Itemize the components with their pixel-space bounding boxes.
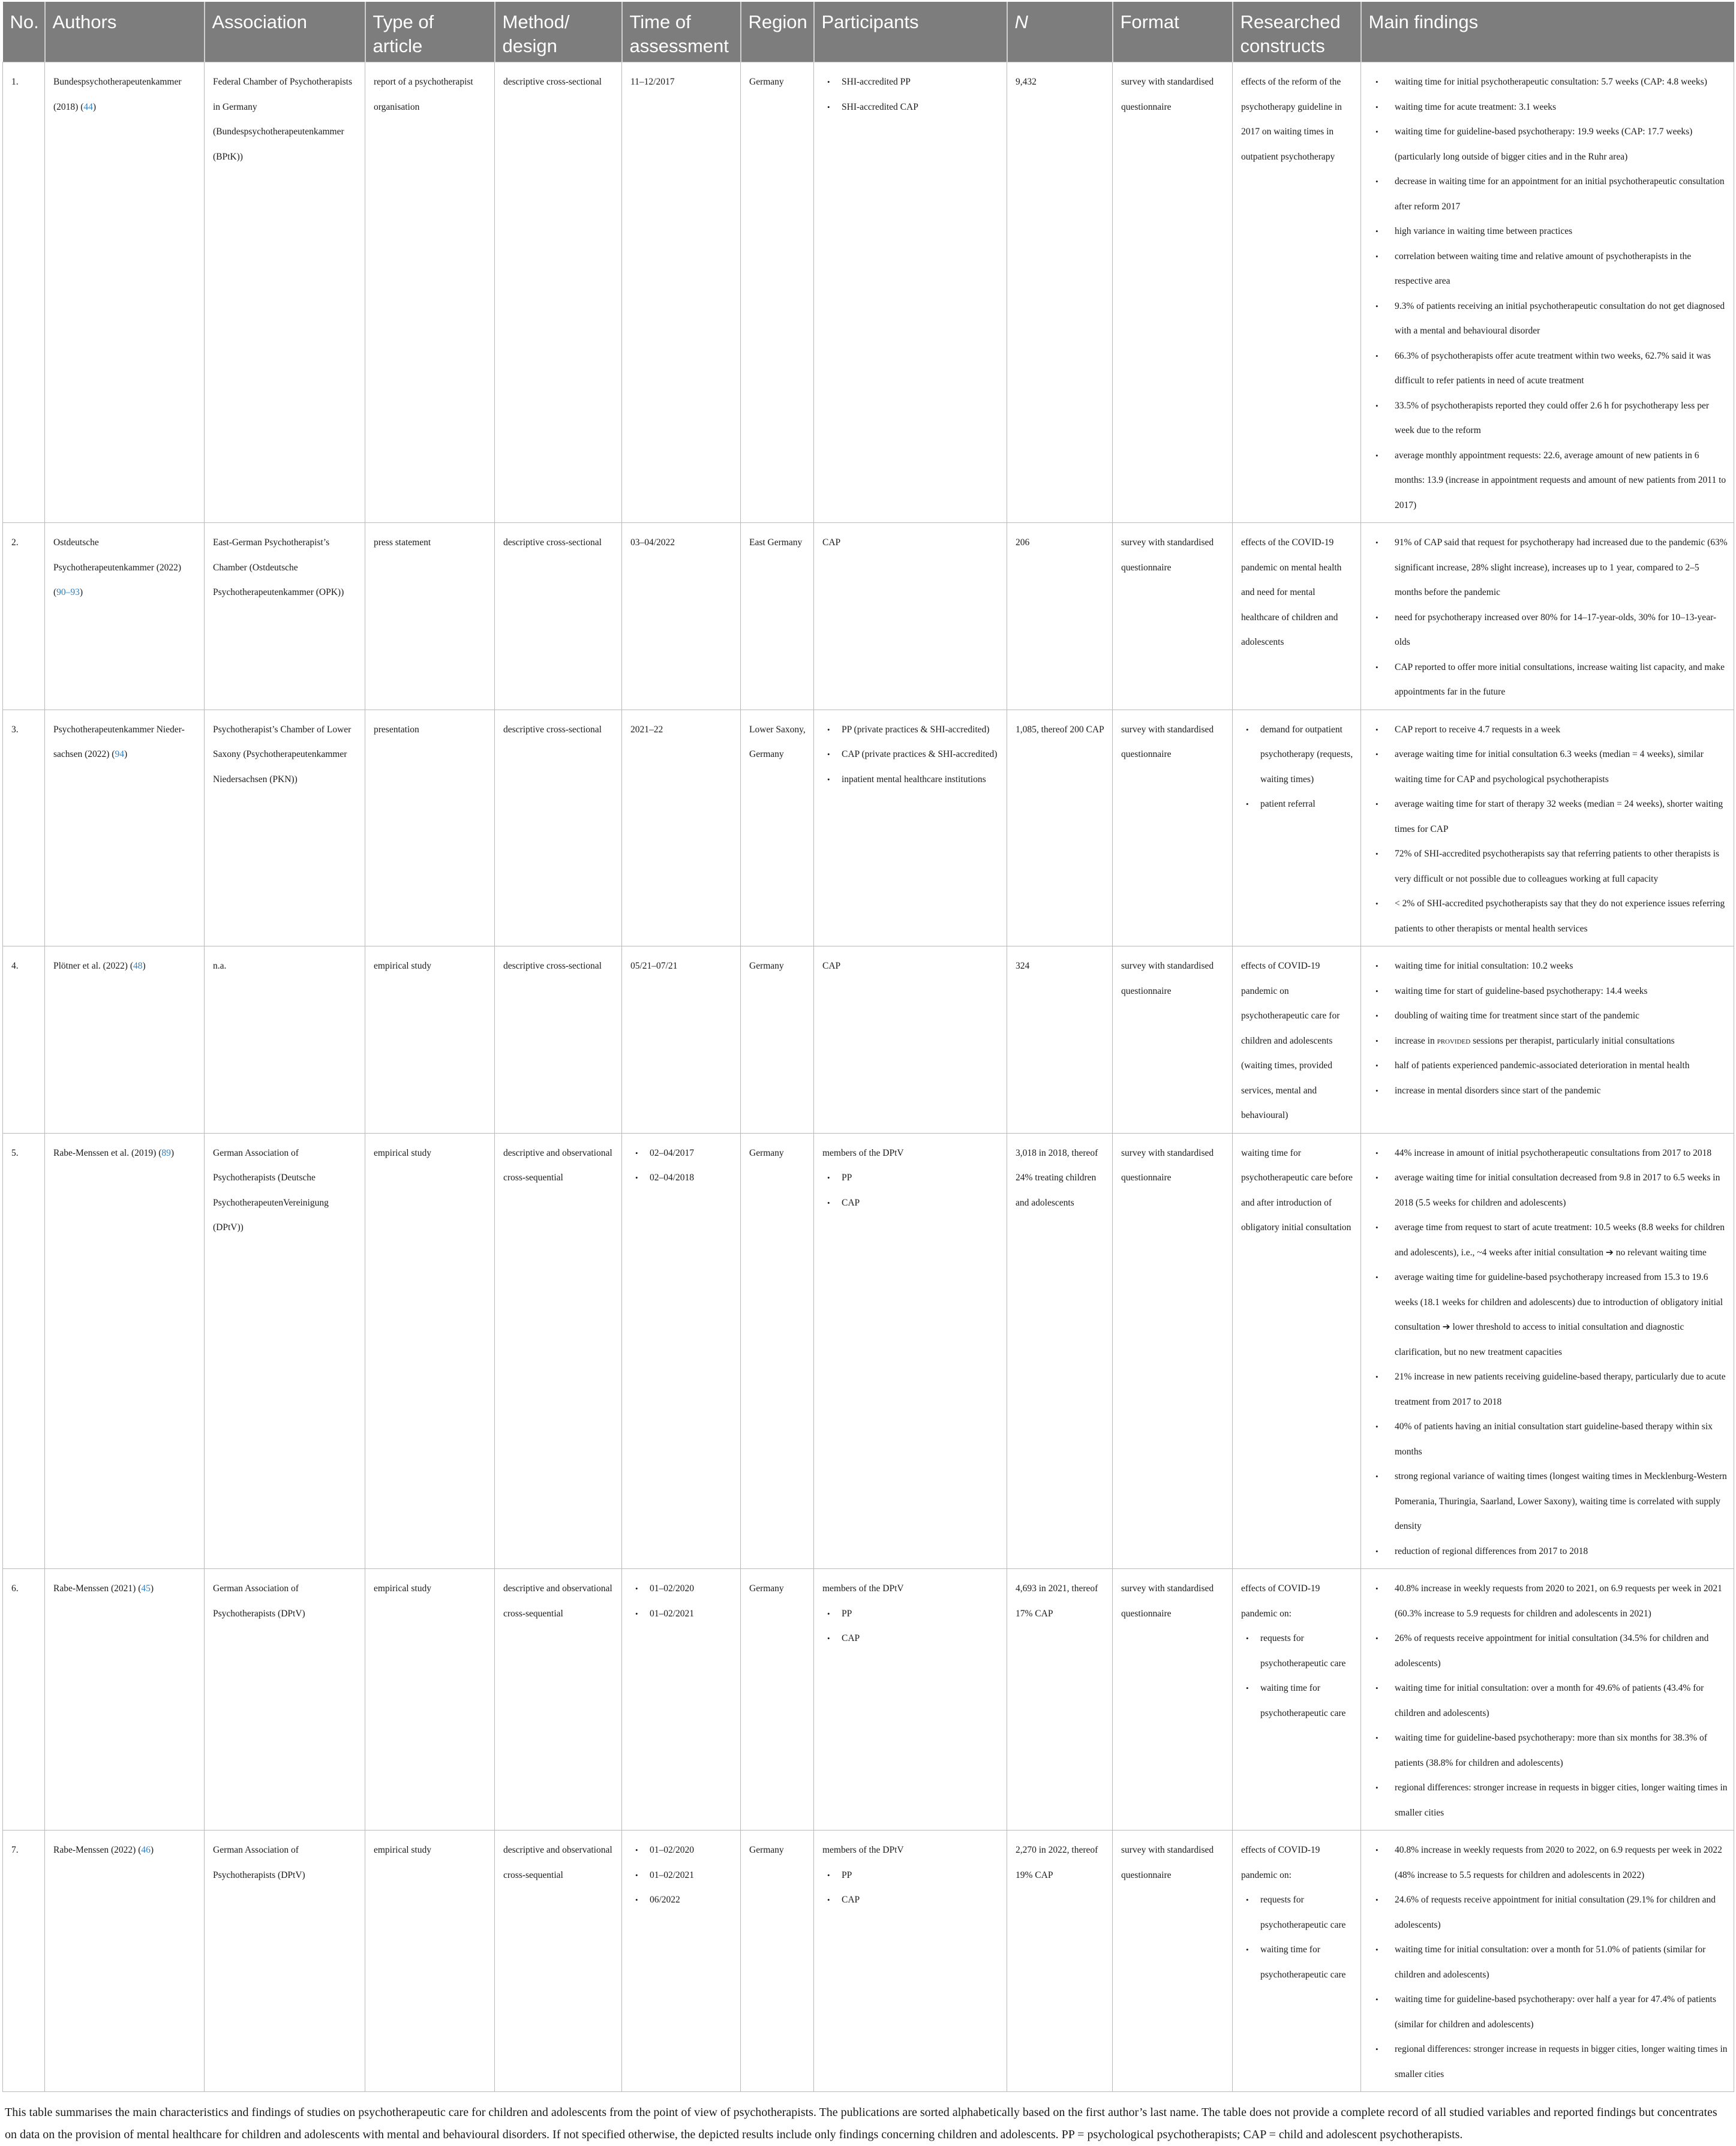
- participant-item: • CAP (private practices & SHI-accredited): [822, 742, 1002, 767]
- table-row: [3, 523, 1734, 710]
- researched-constructs: effects of COVID-19 pandemic on psychotherapeutic care for children and adolescents (waiting times, provided services, mental and behavioural): [1233, 946, 1361, 1134]
- finding-item: • 40.8% increase in weekly requests from 2020 to 2022, on 6.9 requests per week in 2022 (48% increase to 5.5 requests for children and adolescents in 2022): [1369, 1838, 1729, 1887]
- table-row: [3, 62, 1734, 523]
- finding-item: • waiting time for initial consultation: 10.2 weeks: [1369, 954, 1729, 979]
- study-method: descriptive cross-sectional: [495, 946, 622, 1134]
- sample-size: 324: [1007, 946, 1113, 1134]
- reference-link[interactable]: 90–93: [56, 587, 80, 597]
- participant-item: • PP: [822, 1601, 1002, 1627]
- author-name: Psychotherapeutenkammer Nieder-sachsen (2022): [53, 724, 185, 759]
- column-header: Participants: [814, 2, 1007, 62]
- researched-constructs: [1233, 1831, 1361, 2092]
- participant-list: [822, 70, 1002, 119]
- study-method: descriptive cross-sectional: [495, 523, 622, 710]
- study-authors: Rabe-Menssen (2021) (45): [45, 1569, 205, 1831]
- main-findings: [1361, 946, 1734, 1134]
- article-type: empirical study: [365, 946, 495, 1134]
- study-association: n.a.: [205, 946, 365, 1134]
- participant-item: • PP: [822, 1863, 1002, 1888]
- finding-item: • need for psychotherapy increased over 80% for 14–17-year-olds, 30% for 10–13-year-olds: [1369, 605, 1729, 655]
- main-findings: [1361, 1831, 1734, 2092]
- reference-link[interactable]: 45: [141, 1583, 151, 1594]
- column-header: Time of assessment: [622, 2, 741, 62]
- article-type: empirical study: [365, 1569, 495, 1831]
- study-region: Germany: [741, 946, 814, 1134]
- study-format: survey with standardised questionnaire: [1113, 946, 1233, 1134]
- study-participants: [814, 1133, 1007, 1569]
- assessment-time: [622, 1569, 741, 1831]
- article-type: report of a psychotherapist organisation: [365, 62, 495, 523]
- construct-list: [1241, 717, 1356, 817]
- reference-link[interactable]: 48: [133, 961, 143, 971]
- construct-item: • waiting time for psychotherapeutic care: [1241, 1676, 1356, 1726]
- small-caps-word: provided: [1437, 1035, 1471, 1046]
- study-region: East Germany: [741, 523, 814, 710]
- participant-list: [822, 717, 1002, 792]
- assessment-time-item: • 01–02/2021: [630, 1863, 735, 1888]
- participant-item: • SHI-accredited CAP: [822, 95, 1002, 120]
- finding-item: • average waiting time for initial consultation decreased from 9.8 in 2017 to 6.5 weeks in 2018 (5.5 weeks for children and adolescents): [1369, 1165, 1729, 1215]
- researched-constructs: effects of the COVID-19 pandemic on mental health and need for mental healthcare of children and adolescents: [1233, 523, 1361, 710]
- study-number: 7.: [3, 1831, 45, 2092]
- reference-link[interactable]: 44: [83, 101, 93, 112]
- finding-item: • decrease in waiting time for an appointment for an initial psychotherapeutic consultation after reform 2017: [1369, 169, 1729, 219]
- column-header: Authors: [45, 2, 205, 62]
- study-method: descriptive and observational cross-sequential: [495, 1133, 622, 1569]
- participants-intro: members of the DPtV: [822, 1147, 904, 1158]
- study-method: descriptive cross-sectional: [495, 710, 622, 946]
- finding-item: • strong regional variance of waiting times (longest waiting times in Mecklenburg-Western Pomerania, Thuringia, Saarland, Lower Saxony), waiting time is correlated with supply density: [1369, 1464, 1729, 1539]
- assessment-time: 05/21–07/21: [622, 946, 741, 1134]
- finding-item: • 40% of patients having an initial consultation start guideline-based therapy within six months: [1369, 1414, 1729, 1464]
- study-format: survey with standardised questionnaire: [1113, 1569, 1233, 1831]
- study-authors: Plötner et al. (2022) (48): [45, 946, 205, 1134]
- participant-item: • inpatient mental healthcare institutions: [822, 767, 1002, 792]
- participant-item: • PP: [822, 1165, 1002, 1191]
- participant-item: • CAP: [822, 1887, 1002, 1913]
- study-region: Germany: [741, 1831, 814, 2092]
- finding-item: • CAP reported to offer more initial consultations, increase waiting list capacity, and make appointments far in the future: [1369, 655, 1729, 705]
- participant-list: [822, 1601, 1002, 1651]
- study-region: Lower Saxony, Germany: [741, 710, 814, 946]
- finding-item: • average waiting time for initial consultation 6.3 weeks (median = 4 weeks), similar waiting time for CAP and psychological psychotherapists: [1369, 742, 1729, 792]
- finding-item: • 66.3% of psychotherapists offer acute treatment within two weeks, 62.7% said it was difficult to refer patients in need of acute treatment: [1369, 344, 1729, 393]
- finding-list: [1369, 1838, 1729, 2087]
- construct-item: • requests for psychotherapeutic care: [1241, 1887, 1356, 1937]
- participant-item: • CAP: [822, 1626, 1002, 1651]
- construct-list: [1241, 1626, 1356, 1726]
- finding-list: [1369, 954, 1729, 1103]
- table-row: [3, 1831, 1734, 2092]
- study-number: 3.: [3, 710, 45, 946]
- construct-item: • patient referral: [1241, 792, 1356, 817]
- study-association: German Association of Psychotherapists (Deutsche PsychotherapeutenVereinigung (DPtV)): [205, 1133, 365, 1569]
- study-participants: [814, 1569, 1007, 1831]
- finding-item: • reduction of regional differences from 2017 to 2018: [1369, 1539, 1729, 1564]
- column-header: N: [1007, 2, 1113, 62]
- finding-item: • waiting time for initial consultation: over a month for 51.0% of patients (similar for children and adolescents): [1369, 1937, 1729, 1987]
- construct-item: • waiting time for psychotherapeutic care: [1241, 1937, 1356, 1987]
- researched-constructs: waiting time for psychotherapeutic care before and after introduction of obligatory initial consultation: [1233, 1133, 1361, 1569]
- study-method: descriptive and observational cross-sequential: [495, 1831, 622, 2092]
- column-header: Researched constructs: [1233, 2, 1361, 62]
- researched-constructs: [1233, 710, 1361, 946]
- finding-item: • waiting time for guideline-based psychotherapy: 19.9 weeks (CAP: 17.7 weeks) (particularly long outside of bigger cities and in the Ruhr area): [1369, 119, 1729, 169]
- construct-item: • demand for outpatient psychotherapy (requests, waiting times): [1241, 717, 1356, 792]
- finding-item: • regional differences: stronger increase in requests in bigger cities, longer waiting times in smaller cities: [1369, 2037, 1729, 2087]
- participants-intro: members of the DPtV: [822, 1583, 904, 1594]
- constructs-intro: effects of COVID-19 pandemic on:: [1241, 1845, 1320, 1880]
- author-name: Rabe-Menssen (2021): [53, 1583, 136, 1594]
- study-authors: Rabe-Menssen (2022) (46): [45, 1831, 205, 2092]
- table-row: [3, 946, 1734, 1134]
- assessment-time-item: • 02–04/2017: [630, 1141, 735, 1166]
- main-findings: [1361, 710, 1734, 946]
- finding-item: • 24.6% of requests receive appointment for initial consultation (29.1% for children and adolescents): [1369, 1887, 1729, 1937]
- finding-item: • waiting time for guideline-based psychotherapy: more than six months for 38.3% of patients (38.8% for children and adolescents): [1369, 1726, 1729, 1775]
- construct-list: [1241, 1887, 1356, 1987]
- construct-item: • requests for psychotherapeutic care: [1241, 1626, 1356, 1676]
- study-association: German Association of Psychotherapists (DPtV): [205, 1831, 365, 2092]
- study-participants: [814, 62, 1007, 523]
- assessment-time-item: • 06/2022: [630, 1887, 735, 1913]
- author-name: Plötner et al. (2022): [53, 961, 128, 971]
- column-header: Type of article: [365, 2, 495, 62]
- researched-constructs: effects of the reform of the psychotherapy guideline in 2017 on waiting times in outpatient psychotherapy: [1233, 62, 1361, 523]
- finding-item: • half of patients experienced pandemic-associated deterioration in mental health: [1369, 1053, 1729, 1078]
- finding-item: • average time from request to start of acute treatment: 10.5 weeks (8.8 weeks for children and adolescents), i.e., ~4 weeks after initial consultation ➔ no relevant waiting time: [1369, 1215, 1729, 1265]
- sample-size: 1,085, thereof 200 CAP: [1007, 710, 1113, 946]
- studies-table: [2, 2, 1734, 2092]
- column-header: Association: [205, 2, 365, 62]
- reference-link[interactable]: 89: [161, 1147, 171, 1158]
- participants-intro: members of the DPtV: [822, 1845, 904, 1855]
- reference-link[interactable]: 94: [115, 749, 124, 759]
- assessment-time-item: • 01–02/2020: [630, 1838, 735, 1863]
- author-name: Rabe-Menssen (2022): [53, 1845, 136, 1855]
- assessment-time-item: • 02–04/2018: [630, 1165, 735, 1191]
- study-association: Psychotherapist’s Chamber of Lower Saxony (Psychotherapeutenkammer Niedersachsen (PKN)): [205, 710, 365, 946]
- participant-list: [822, 1863, 1002, 1913]
- author-name: Bundespsychotherapeutenkammer (2018): [53, 77, 182, 112]
- finding-item: • < 2% of SHI-accredited psychotherapists say that they do not experience issues referring patients to other therapists or mental health services: [1369, 891, 1729, 941]
- column-header: Main findings: [1361, 2, 1734, 62]
- finding-item: • increase in provided sessions per therapist, particularly initial consultations: [1369, 1029, 1729, 1054]
- study-authors: Ostdeutsche Psychotherapeutenkammer (2022) (90–93): [45, 523, 205, 710]
- article-type: presentation: [365, 710, 495, 946]
- study-method: descriptive and observational cross-sequential: [495, 1569, 622, 1831]
- study-region: Germany: [741, 1569, 814, 1831]
- column-header: Method/ design: [495, 2, 622, 62]
- finding-item: • average waiting time for guideline-based psychotherapy increased from 15.3 to 19.6 weeks (18.1 weeks for children and adolescents) due to introduction of obligatory initial consultation ➔ lower threshold to access to initial consultation and diagnostic clarification, but no new treatment capacities: [1369, 1265, 1729, 1364]
- study-association: East-German Psychotherapist’s Chamber (Ostdeutsche Psychotherapeutenkammer (OPK)): [205, 523, 365, 710]
- finding-item: • waiting time for start of guideline-based psychotherapy: 14.4 weeks: [1369, 979, 1729, 1004]
- study-number: 2.: [3, 523, 45, 710]
- constructs-intro: effects of COVID-19 pandemic on:: [1241, 1583, 1320, 1619]
- study-region: Germany: [741, 1133, 814, 1569]
- participant-item: • SHI-accredited PP: [822, 70, 1002, 95]
- table-row: [3, 710, 1734, 946]
- participant-item: • CAP: [822, 1191, 1002, 1216]
- study-format: survey with standardised questionnaire: [1113, 710, 1233, 946]
- finding-list: [1369, 1141, 1729, 1564]
- study-format: survey with standardised questionnaire: [1113, 62, 1233, 523]
- study-authors: Rabe-Menssen et al. (2019) (89): [45, 1133, 205, 1569]
- article-type: press statement: [365, 523, 495, 710]
- author-name: Rabe-Menssen et al. (2019): [53, 1147, 157, 1158]
- study-number: 4.: [3, 946, 45, 1134]
- study-number: 1.: [3, 62, 45, 523]
- table-row: [3, 1569, 1734, 1831]
- main-findings: [1361, 1133, 1734, 1569]
- finding-list: [1369, 1576, 1729, 1825]
- finding-item: • average waiting time for start of therapy 32 weeks (median = 24 weeks), shorter waiting times for CAP: [1369, 792, 1729, 841]
- study-participants: [814, 710, 1007, 946]
- author-name: Ostdeutsche Psychotherapeutenkammer (2022): [53, 537, 182, 573]
- assessment-time-list: [630, 1141, 735, 1191]
- study-method: descriptive cross-sectional: [495, 62, 622, 523]
- main-findings: [1361, 62, 1734, 523]
- study-authors: Psychotherapeutenkammer Nieder-sachsen (2022) (94): [45, 710, 205, 946]
- column-header: Format: [1113, 2, 1233, 62]
- article-type: empirical study: [365, 1831, 495, 2092]
- sample-size: 4,693 in 2021, thereof 17% CAP: [1007, 1569, 1113, 1831]
- assessment-time-list: [630, 1838, 735, 1913]
- table-row: [3, 1133, 1734, 1569]
- study-format: survey with standardised questionnaire: [1113, 1831, 1233, 2092]
- sample-size: 3,018 in 2018, thereof 24% treating children and adolescents: [1007, 1133, 1113, 1569]
- column-header: Region: [741, 2, 814, 62]
- assessment-time: [622, 1831, 741, 2092]
- study-region: Germany: [741, 62, 814, 523]
- finding-list: [1369, 70, 1729, 518]
- participant-list: [822, 1165, 1002, 1215]
- sample-size: 206: [1007, 523, 1113, 710]
- assessment-time: 2021–22: [622, 710, 741, 946]
- sample-size: 9,432: [1007, 62, 1113, 523]
- finding-list: [1369, 530, 1729, 705]
- reference-link[interactable]: 46: [141, 1845, 151, 1855]
- study-format: survey with standardised questionnaire: [1113, 1133, 1233, 1569]
- article-type: empirical study: [365, 1133, 495, 1569]
- finding-item: • waiting time for initial psychotherapeutic consultation: 5.7 weeks (CAP: 4.8 weeks): [1369, 70, 1729, 95]
- study-association: German Association of Psychotherapists (DPtV): [205, 1569, 365, 1831]
- finding-item: • correlation between waiting time and relative amount of psychotherapists in the respective area: [1369, 244, 1729, 294]
- participant-item: • PP (private practices & SHI-accredited): [822, 717, 1002, 743]
- table-footnote: This table summarises the main characteristics and findings of studies on psychotherapeutic care for children and adolescents from the point of view of psychotherapists. The publications are sorted alphabetically based on the first author’s last name. The table does not provide a complete record of all studied variables and reported findings but concentrates on data on the provision of mental healthcare for children and adolescents with mental and behavioural disorders. If not specified otherwise, the depicted results include only findings concerning children and adolescents. PP = psychological psychotherapists; CAP = child and adolescent psychotherapists.: [5, 2106, 1717, 2141]
- assessment-time-list: [630, 1576, 735, 1626]
- assessment-time: 11–12/2017: [622, 62, 741, 523]
- study-number: 6.: [3, 1569, 45, 1831]
- study-association: Federal Chamber of Psychotherapists in Germany (Bundespsychotherapeutenkammer (BPtK)): [205, 62, 365, 523]
- finding-item: • doubling of waiting time for treatment since start of the pandemic: [1369, 1003, 1729, 1029]
- study-format: survey with standardised questionnaire: [1113, 523, 1233, 710]
- finding-item: • waiting time for initial consultation: over a month for 49.6% of patients (43.4% for children and adolescents): [1369, 1676, 1729, 1726]
- finding-item: • increase in mental disorders since start of the pandemic: [1369, 1078, 1729, 1104]
- finding-item: • 91% of CAP said that request for psychotherapy had increased due to the pandemic (63% significant increase, 28% slight increase), increases up to 1 year, compared to 2–5 months before the pandemic: [1369, 530, 1729, 605]
- main-findings: [1361, 523, 1734, 710]
- finding-item: • 9.3% of patients receiving an initial psychotherapeutic consultation do not get diagnosed with a mental and behavioural disorder: [1369, 294, 1729, 344]
- finding-item: • 33.5% of psychotherapists reported they could offer 2.6 h for psychotherapy less per week due to the reform: [1369, 393, 1729, 443]
- finding-item: • 72% of SHI-accredited psychotherapists say that referring patients to other therapists is very difficult or not possible due to colleagues working at full capacity: [1369, 841, 1729, 891]
- assessment-time-item: • 01–02/2021: [630, 1601, 735, 1627]
- finding-item: • waiting time for guideline-based psychotherapy: over half a year for 47.4% of patients (similar for children and adolescents): [1369, 1987, 1729, 2037]
- assessment-time: 03–04/2022: [622, 523, 741, 710]
- assessment-time-item: • 01–02/2020: [630, 1576, 735, 1601]
- study-participants: CAP: [814, 946, 1007, 1134]
- assessment-time: [622, 1133, 741, 1569]
- finding-item: • average monthly appointment requests: 22.6, average amount of new patients in 6 months: 13.9 (increase in appointment requests and amount of new patients from 2011 to 2017): [1369, 443, 1729, 518]
- finding-item: • regional differences: stronger increase in requests in bigger cities, longer waiting times in smaller cities: [1369, 1775, 1729, 1825]
- study-participants: [814, 1831, 1007, 2092]
- finding-item: • high variance in waiting time between practices: [1369, 219, 1729, 244]
- sample-size: 2,270 in 2022, thereof 19% CAP: [1007, 1831, 1113, 2092]
- study-number: 5.: [3, 1133, 45, 1569]
- finding-item: • 44% increase in amount of initial psychotherapeutic consultations from 2017 to 2018: [1369, 1141, 1729, 1166]
- finding-item: • CAP report to receive 4.7 requests in a week: [1369, 717, 1729, 743]
- main-findings: [1361, 1569, 1734, 1831]
- study-participants: CAP: [814, 523, 1007, 710]
- finding-item: • 40.8% increase in weekly requests from 2020 to 2021, on 6.9 requests per week in 2021 (60.3% increase to 5.9 requests for children and adolescents in 2021): [1369, 1576, 1729, 1626]
- table-header-row: [3, 2, 1734, 62]
- study-authors: Bundespsychotherapeutenkammer (2018) (44): [45, 62, 205, 523]
- finding-list: [1369, 717, 1729, 942]
- finding-item: • 21% increase in new patients receiving guideline-based therapy, particularly due to acute treatment from 2017 to 2018: [1369, 1364, 1729, 1414]
- column-header: No.: [3, 2, 45, 62]
- finding-item: • 26% of requests receive appointment for initial consultation (34.5% for children and adolescents): [1369, 1626, 1729, 1676]
- researched-constructs: [1233, 1569, 1361, 1831]
- finding-item: • waiting time for acute treatment: 3.1 weeks: [1369, 95, 1729, 120]
